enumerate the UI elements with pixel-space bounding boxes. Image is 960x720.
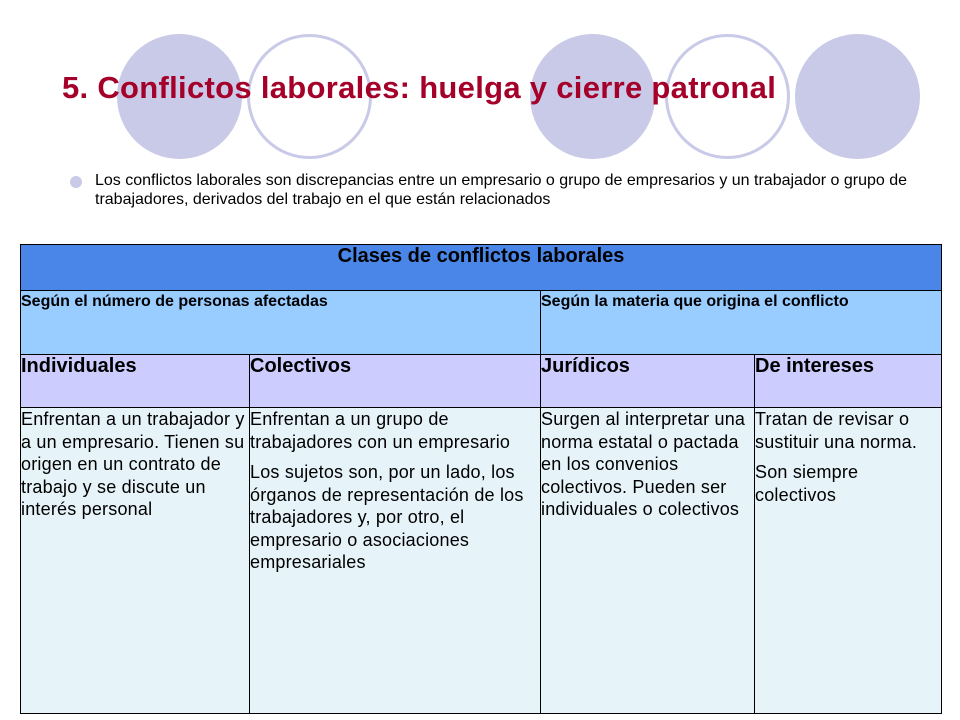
cell-text: Enfrentan a un grupo de trabajadores con un empresario	[250, 409, 511, 452]
conflict-classes-table	[20, 244, 942, 714]
bullet-icon	[70, 176, 82, 188]
header-de-intereses: De intereses	[755, 355, 942, 408]
cell-individuales	[21, 408, 250, 714]
header-colectivos: Colectivos	[250, 355, 541, 408]
slide-title: 5. Conflictos laborales: huelga y cierre patronal	[62, 70, 777, 105]
cell-colectivos	[250, 408, 541, 714]
cell-de-intereses	[755, 408, 942, 714]
cell-text: Surgen al interpretar una norma estatal o pactada en los convenios colectivos. Pueden ser individuales o colectivos	[541, 409, 746, 519]
group-by-matter: Según la materia que origina el conflicto	[541, 291, 942, 355]
table-title: Clases de conflictos laborales	[21, 245, 942, 291]
table-group-row	[21, 291, 942, 355]
cell-juridicos	[541, 408, 755, 714]
table-title-row	[21, 245, 942, 291]
header-juridicos: Jurídicos	[541, 355, 755, 408]
cell-text: Los sujetos son, por un lado, los órganos de representación de los trabajadores y, por otro, el empresario o asociaciones empresariales	[250, 462, 524, 572]
group-by-persons: Según el número de personas afectadas	[21, 291, 541, 355]
cell-text: Son siempre colectivos	[755, 462, 859, 505]
decor-circle-3	[795, 34, 920, 159]
table-header-row	[21, 355, 942, 408]
cell-text: Enfrentan a un trabajador y a un empresario. Tienen su origen en un contrato de trabajo y se discute un interés personal	[21, 409, 245, 519]
cell-text: Tratan de revisar o sustituir una norma.	[755, 409, 918, 452]
header-individuales: Individuales	[21, 355, 250, 408]
intro-text: Los conflictos laborales son discrepancias entre un empresario o grupo de empresarios y un trabajador o grupo de trabajadores, derivados del trabajo en el que están relacionados	[95, 172, 908, 208]
table-body-row	[21, 408, 942, 714]
